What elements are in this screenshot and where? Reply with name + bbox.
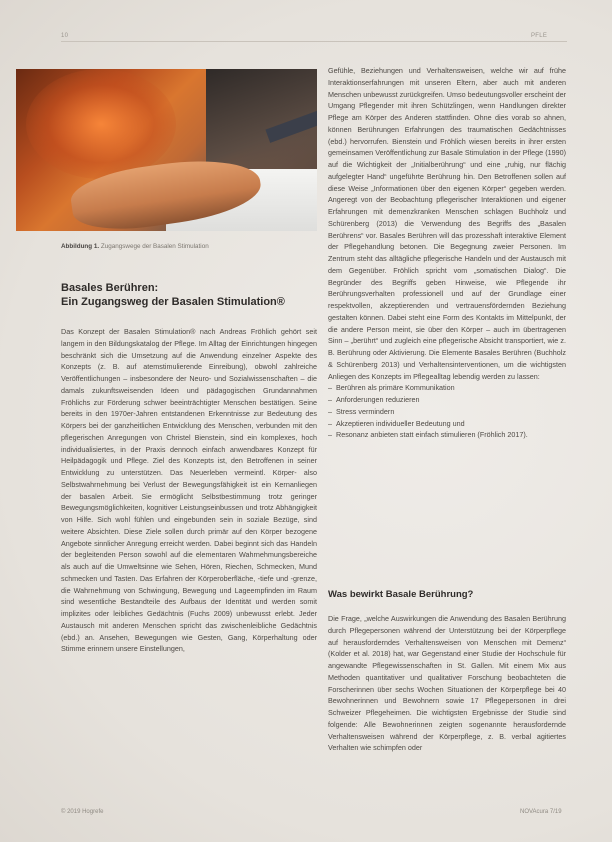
right-column-lower-text: Die Frage, „welche Auswirkungen die Anwendung des Basalen Berührung durch Pflegepersonen während der Unterstützung bei der Körperpflege auf herausforderndes Verhaltensweisen von Menschen mit Demenz“ (Kolder et al. 2018) hat, war Gegenstand einer Studie der Hochschule für angewandte Pflegewissenschaften in St. Gallen. Mit einem Mix aus Methoden quantitativer und qualitativer Forschung beobachteten die Forscherinnen über sechs Wochen Situationen der Körperpflege bei 40 Bewohnerinnen und Bewohnern sowie 17 Pflegepersonen in drei Schweizer Pflegeheimen. Die wichtigsten Ergebnisse der Studie sind folgende: Alle Bewohnerinnen zeigten sogenannte herausfordernde Verhaltensweisen während der Körperpflege, z. B. verbal agitiertes Verhalten wie schimpfen oder [328,614,566,753]
footer-copyright: © 2019 Hogrefe [61,809,104,815]
figure-caption-text: Zugangswege der Basalen Stimulation [100,243,209,250]
photo-light [26,69,176,179]
article-title-line1: Basales Berühren: [61,282,159,294]
right-column [328,65,566,441]
list-item: – Anforderungen reduzieren [328,394,566,406]
header-rule [61,41,567,42]
right-column-text: Gefühle, Beziehungen und Verhaltensweisen, welche wir auf frühe Interaktionserfahrungen mit unseren Eltern, aber auch mit anderen Menschen unbewusst zurückgreifen. Umso bedeutungsvoller erscheint der Umgang Pflegender mit ihren Schützlingen, wenn Handlungen direkter Pflege am Körper des Anderen stattfinden. Ohne dies vorab so ahnen, können Berührungen Erfahrungen des traumatischen Gedächtnisses (ebd.) hervorrufen. Bienstein und Fröhlich wiesen bereits in ihrer ersten gemeinsamen Veröffentlichung zur Basale Stimulation in der Pflege (1990) auf die Wichtigkeit der „Initialberührung“ und eine „ruhig, nur flächig aufgelegter Hand“ ungeführte Berührung hin. Den Betroffenen sollen auf diese Weise „Informationen über den eigenen Körper“ gegeben werden. Angeregt von der Beobachtung pflegerischer Interaktionen und eigener Erfahrungen mit demenzkranken Menschen schlagen Buchholz und Schürenberg (2013) die Verwendung des Begriffs des „Basalen Berührens“ vor. Basales Berühren will das prozesshaft interaktive Element der Pflegehandlung betonen. Die Begegnung zweier Personen. Im Zentrum steht das alltägliche pflegerische Handeln und der Austausch mit dem Gegenüber. Fröhlich spricht vom „somatischen Dialog“. Die Begründer des Begriffs geben Hinweise, wie Pflegende ihr Berührungsverhalten professionell und auf der Grundlage einer respektvollen, akzeptierenden und vertrauensfördernden Beziehung gestalten können. Dabei steht eine Form des Kontakts im Mittelpunkt, der die andere Person meint, sie über den Körper – auch im übertragenen Sinn – „berührt“ und zugleich eine pflegerische Absicht transportiert, wie z. B. Berührung oder Aktivierung. Die Elemente Basales Berühren (Buchholz & Schürenberg 2013) und Verhaltensinterventionen, um die wichtigsten Anliegen des Konzepts im Pflegealltag lebendig werden zu lassen: [328,66,566,381]
left-column-text: Das Konzept der Basalen Stimulation® nach Andreas Fröhlich gehört seit langem in den Bildungskatalog der Pflege. Im Alltag der Einrichtungen hingegen beschränkt sich die Umsetzung auf die Anwendung einzelner Aspekte des Konzepts (z. B. auf atemstimulierende Einreibung), obwohl zahlreiche Veröffentlichungen – insbesondere der Neuro- und Sozialwissenschaften – die damals zukunftsweisenden Ideen und pädagogischen Grundannahmen Fröhlichs zur Förderung schwer beeinträchtigter Menschen bestätigen. Seine bereits in den 1970er-Jahren entstandenen Erkenntnisse zur Bedeutung des Körpers bei der ganzheitlichen Entwicklung des Menschen, verbunden mit den pflegerischen Anregungen von Christel Bienstein, sind ein komplexes, hoch individualisiertes, in der Praxis dennoch einfach anwendbares Konzept für Heilpädagogik und Pflege. Ziel des Konzepts ist, den Betroffenen in seiner Entwicklung zu unterstützen. Das Neuerleben vermeintl. Körper- also Selbstwahrnehmung bei Verlust der Bewegungsfähigkeit ist ein Kernanliegen der basalen Arbeit. Sie ermöglicht Selbstbestimmung trotz geringer Bewegungsmöglichkeiten, kognitiver Leistungseinbussen und trotz Abhängigkeit von Hilfe. Sich wohl fühlen und eingebunden sein in soziale Bezüge, sind weitere Absichten. Diese Ziele sollen durch primär auf den Körper bezogene Angebote sinnlicher Anregung erreicht werden. Dabei beginnt sich das Handeln der begleitenden Person sowohl auf die elementaren Wahrnehmungsbereiche als auch auf die Umweltsinne wie Sehen, Hören, Riechen, Schmecken, Mund schmecken und Tasten. Das Erfahren der Körperoberfläche, -tiefe und -grenze, die Wahrnehmung von Schwingung, Bewegung und Lageempfinden im Raum sind wesentliche Bestandteile des Aufbaus der Identität und werden somit implizites oder leibliches Gedächtnis (Fuchs 2009) unbewusst erlebt. Jeder Austausch mit anderen Menschen spricht das zwischenleibliche Gedächtnis (ebd.) an. Ansehen, Bewegungen wie Gesten, Gang, Körperhaltung oder Stimme erinnern unsere Einstellungen, [61,327,317,654]
section-subheading: Was bewirkt Basale Berührung? [328,589,474,600]
figure-label: Abbildung 1. [61,243,100,250]
list-item: – Akzeptieren individueller Bedeutung und [328,418,566,430]
list-item: – Resonanz anbieten statt einfach stimulieren (Fröhlich 2017). [328,429,566,441]
figure-caption [61,243,321,251]
left-column [61,326,317,655]
list-item: – Berühren als primäre Kommunikation [328,382,566,394]
principles-list [328,382,566,441]
list-item: – Stress vermindern [328,406,566,418]
running-header: PFLE [531,33,548,39]
article-title [61,281,321,309]
article-photo [16,69,317,231]
page-number: 10 [61,33,69,39]
right-column-lower [328,613,566,754]
footer-journal: NOVAcura 7/19 [520,809,562,815]
article-title-line2: Ein Zugangsweg der Basalen Stimulation® [61,296,285,308]
